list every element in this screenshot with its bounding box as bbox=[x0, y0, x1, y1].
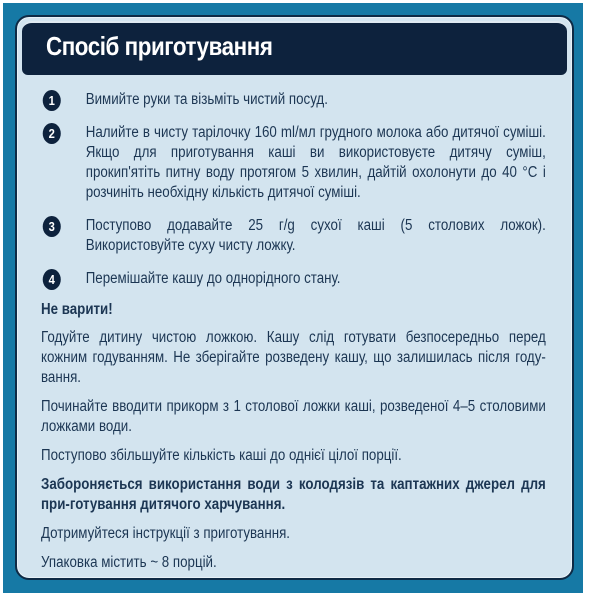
step-item bbox=[41, 269, 546, 289]
step-number-badge: 3 bbox=[43, 216, 61, 237]
step-number-badge: 4 bbox=[43, 269, 61, 290]
step-text: Перемішайте кашу до однорідного стану. bbox=[85, 270, 341, 287]
paragraph: Упаковка містить ~ 8 порцій. bbox=[41, 554, 217, 571]
bold-warning-paragraph: Забороняється використання води з колодязів та каптажних джерел для при-готування дитячого харчування. bbox=[41, 476, 546, 513]
card-header bbox=[22, 21, 567, 75]
paragraph: Починайте вводити прикорм з 1 столової ложки каші, розведеної 4–5 столовими ложками води. bbox=[41, 398, 546, 435]
step-item bbox=[41, 216, 546, 256]
step-number-badge: 2 bbox=[43, 123, 61, 144]
page-title: Спосіб приготування bbox=[46, 31, 273, 61]
step-number-badge: 1 bbox=[43, 90, 61, 111]
paragraph: Дотримуйтеся інструкції з приготування. bbox=[41, 525, 290, 542]
instructions-card bbox=[15, 15, 574, 580]
step-text: Вимийте руки та візьміть чистий посуд. bbox=[85, 91, 328, 108]
step-text: Налийте в чисту тарілочку 160 ml/мл грудного молока або дитячої суміші. Якщо для приготування каші ви використовуєте дитячу суміш, прокип'ятіть питну воду протягом 5 хвилин, дайтій охолонути до 40 °C і розчиніть необхідну кількість дитячої суміші. bbox=[85, 124, 546, 201]
warning-heading: Не варити! bbox=[41, 301, 113, 318]
step-item bbox=[41, 123, 546, 203]
card-content bbox=[41, 90, 546, 580]
paragraph: Поступово збільшуйте кількість каші до однієї цілої порції. bbox=[41, 447, 402, 464]
step-item bbox=[41, 90, 546, 110]
paragraph: Годуйте дитину чистою ложкою. Кашу слід готувати безпосередньо перед кожним годуванням. Не зберігайте розведену кашу, що залишилась після году-вання. bbox=[41, 329, 546, 386]
step-text: Поступово додавайте 25 г/g сухої каші (5 столових ложок). Використовуйте суху чисту ложку. bbox=[85, 217, 546, 254]
